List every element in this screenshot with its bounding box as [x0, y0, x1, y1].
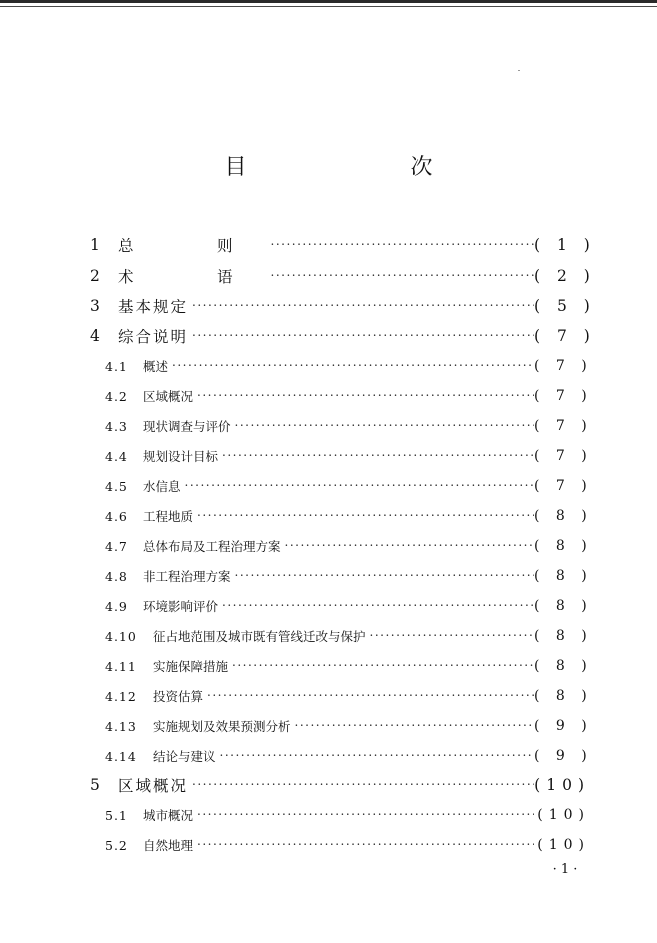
toc-entry-number: 4.8: [105, 568, 128, 584]
leader-dots: [197, 509, 534, 523]
top-border-thin-rule: [0, 6, 657, 7]
toc-entry-number: 4.14: [105, 748, 137, 764]
toc-entry-title: 规划设计目标: [143, 449, 219, 464]
toc-entry-number: 5.1: [105, 807, 128, 823]
toc-entry-section[interactable]: [105, 744, 593, 768]
toc-entry-number: 4.11: [105, 658, 137, 674]
toc-entry-number: 4.10: [105, 628, 137, 644]
toc-entry-number: 5.2: [105, 837, 128, 853]
toc-entry-chapter[interactable]: [90, 324, 596, 348]
toc-entry-number: 4.5: [105, 478, 128, 494]
toc-entry-title: 实施保障措施: [153, 659, 229, 674]
toc-entry-title: 工程地质: [143, 509, 194, 524]
leader-dots: [192, 299, 534, 313]
leader-dots: [192, 329, 534, 343]
toc-entry-section[interactable]: [105, 624, 593, 648]
toc-entry-number: 4: [90, 327, 100, 345]
toc-entry-section[interactable]: [105, 384, 593, 408]
leader-dots: [222, 449, 534, 463]
toc-entry-title: 实施规划及效果预测分析: [153, 719, 291, 734]
toc-entry-chapter[interactable]: [90, 773, 590, 797]
toc-entry-chapter[interactable]: [90, 264, 596, 288]
toc-entry-title: 总 则: [118, 237, 267, 255]
toc-entry-number: 2: [90, 267, 100, 285]
toc-entry-page: ( 1 ): [534, 236, 596, 254]
toc-entry-title: 自然地理: [143, 838, 194, 853]
toc-entry-title: 城市概况: [143, 808, 194, 823]
toc-entry-chapter[interactable]: [90, 233, 596, 257]
toc-entry-number: 4.12: [105, 688, 137, 704]
leader-dots: [207, 689, 534, 703]
leader-dots: [235, 569, 534, 583]
toc-entry-number: 4.9: [105, 598, 128, 614]
toc-entry-section[interactable]: [105, 684, 593, 708]
leader-dots: [295, 719, 534, 733]
leader-dots: [192, 778, 534, 792]
leader-dots: [185, 479, 534, 493]
toc-entry-page: ( 7 ): [534, 448, 593, 464]
toc-entry-page: (10): [537, 837, 590, 853]
toc-entry-page: ( 8 ): [534, 628, 593, 644]
toc-entry-number: 4.7: [105, 538, 128, 554]
toc-entry-section[interactable]: [105, 504, 593, 528]
toc-entry-number: 4.1: [105, 358, 128, 374]
toc-entry-page: ( 7 ): [534, 358, 593, 374]
toc-entry-title: 水信息: [143, 479, 181, 494]
leader-dots: [220, 749, 534, 763]
toc-entry-number: 3: [90, 297, 100, 315]
toc-entry-title: 区域概况: [143, 389, 194, 404]
toc-entry-section[interactable]: [105, 444, 593, 468]
toc-entry-page: ( 8 ): [534, 658, 593, 674]
toc-entry-section[interactable]: [105, 354, 593, 378]
top-border-rule: [0, 0, 657, 3]
toc-entry-title: 投资估算: [153, 689, 204, 704]
toc-entry-title: 非工程治理方案: [143, 569, 231, 584]
toc-entry-title: 环境影响评价: [143, 599, 219, 614]
toc-entry-page: ( 9 ): [534, 718, 593, 734]
toc-entry-section[interactable]: [105, 564, 593, 588]
toc-entry-page: (10): [534, 776, 590, 794]
toc-entry-section[interactable]: [105, 594, 593, 618]
leader-dots: [370, 629, 534, 643]
toc-entry-number: 1: [90, 236, 100, 254]
toc-entry-section[interactable]: [105, 534, 593, 558]
toc-entry-title: 综合说明: [118, 328, 189, 346]
toc-entry-section[interactable]: [105, 833, 590, 857]
toc-entry-section[interactable]: [105, 714, 593, 738]
leader-dots: [197, 389, 534, 403]
toc-entry-page: ( 8 ): [534, 688, 593, 704]
toc-entry-number: 5: [90, 776, 100, 794]
leader-dots: [271, 269, 534, 283]
toc-entry-page: ( 2 ): [534, 267, 596, 285]
toc-entry-title: 概述: [143, 359, 169, 374]
toc-entry-number: 4.4: [105, 448, 128, 464]
toc-entry-title: 征占地范围及城市既有管线迁改与保护: [153, 629, 366, 644]
toc-entry-number: 4.6: [105, 508, 128, 524]
toc-entry-title: 区域概况: [118, 777, 189, 795]
toc-entry-title: 术 语: [118, 268, 267, 286]
toc-entry-page: ( 7 ): [534, 327, 596, 345]
toc-entry-page: ( 8 ): [534, 598, 593, 614]
toc-entry-section[interactable]: [105, 414, 593, 438]
toc-entry-section[interactable]: [105, 803, 590, 827]
toc-entry-page: ( 7 ): [534, 388, 593, 404]
toc-entry-title: 结论与建议: [153, 749, 216, 764]
leader-dots: [197, 838, 534, 852]
toc-entry-page: ( 8 ): [534, 508, 593, 524]
leader-dots: [222, 599, 534, 613]
scan-speck: [518, 70, 520, 71]
toc-entry-page: ( 7 ): [534, 418, 593, 434]
leader-dots: [197, 808, 534, 822]
leader-dots: [285, 539, 534, 553]
toc-entry-page: ( 5 ): [534, 297, 596, 315]
page-number-footer: · 1 ·: [552, 862, 578, 877]
toc-entry-section[interactable]: [105, 474, 593, 498]
leader-dots: [232, 659, 534, 673]
toc-entry-number: 4.2: [105, 388, 128, 404]
toc-entry-title: 总体布局及工程治理方案: [143, 539, 281, 554]
toc-entry-page: (10): [537, 807, 590, 823]
leader-dots: [235, 419, 534, 433]
page-title: 目 次: [224, 155, 473, 180]
toc-entry-title: 现状调查与评价: [143, 419, 231, 434]
toc-entry-page: ( 7 ): [534, 478, 593, 494]
toc-entry-chapter[interactable]: [90, 294, 596, 318]
toc-entry-section[interactable]: [105, 654, 593, 678]
leader-dots: [172, 359, 534, 373]
toc-entry-page: ( 8 ): [534, 568, 593, 584]
toc-entry-page: ( 9 ): [534, 748, 593, 764]
toc-entry-page: ( 8 ): [534, 538, 593, 554]
toc-entry-number: 4.3: [105, 418, 128, 434]
toc-entry-number: 4.13: [105, 718, 137, 734]
leader-dots: [271, 238, 534, 252]
toc-entry-title: 基本规定: [118, 298, 189, 316]
